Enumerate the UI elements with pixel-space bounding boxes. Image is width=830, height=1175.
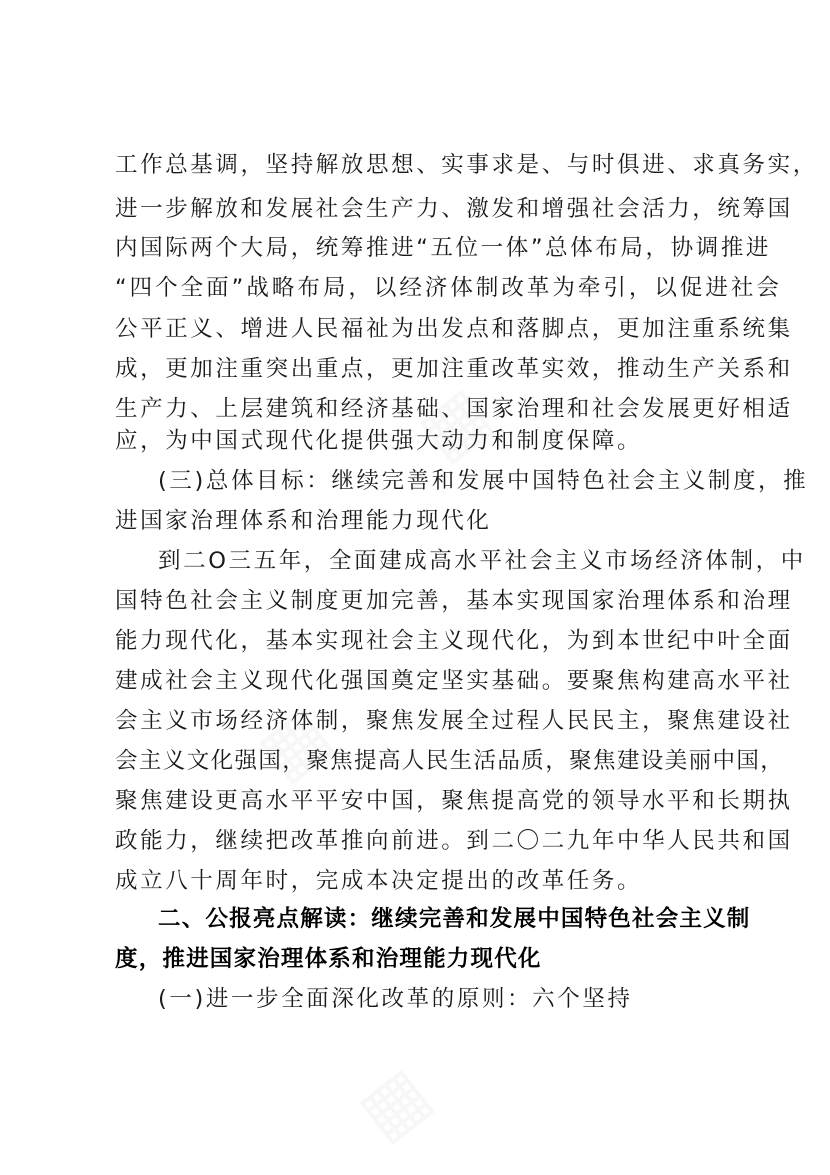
body-text-line: 政能力，继续把改革推向前进。到二〇二九年中华人民共和国 <box>115 828 793 854</box>
body-text-line: 生产力、上层建筑和经济基础、国家治理和社会发展更好相适 <box>115 396 793 422</box>
body-text-line: 应，为中国式现代化提供强大动力和制度保障。 <box>115 428 643 454</box>
body-text-line: 会主义市场经济体制，聚焦发展全过程人民民主，聚焦建设社 <box>115 708 793 734</box>
subheading-line: 进国家治理体系和治理能力现代化 <box>115 508 492 534</box>
body-text-line: “四个全面”战略布局，以经济体制改革为牵引，以促进社会 <box>115 275 782 301</box>
body-text-line: 到二O三五年，全面建成高水平社会主义市场经济体制，中 <box>158 548 806 574</box>
body-text-line: 能力现代化，基本实现社会主义现代化，为到本世纪中叶全面 <box>115 628 793 654</box>
body-text-line: 成，更加注重突出重点，更加注重改革实效，推动生产关系和 <box>115 356 793 382</box>
section-heading-line: 二、公报亮点解读：继续完善和发展中国特色社会主义制 <box>158 906 751 932</box>
watermark-mark: ▦ <box>242 686 350 796</box>
body-text-line: 建成社会主义现代化强国奠定坚实基础。要聚焦构建高水平社 <box>115 668 793 694</box>
subheading-line: (一)进一步全面深化改革的原则：六个坚持 <box>158 986 633 1012</box>
body-text-line: 进一步解放和发展社会生产力、激发和增强社会活力，统筹国 <box>115 196 793 222</box>
subheading-line: (三)总体目标：继续完善和发展中国特色社会主义制度，推 <box>158 468 809 494</box>
section-heading-line: 度，推进国家治理体系和治理能力现代化 <box>115 946 542 972</box>
body-text-line: 聚焦建设更高水平平安中国，聚焦提高党的领导水平和长期执 <box>115 788 793 814</box>
body-text-line: 会主义文化强国，聚焦提高人民生活品质，聚焦建设美丽中国， <box>115 748 785 774</box>
watermark-mark: ▦ <box>342 1046 450 1156</box>
body-text-line: 公平正义、增进人民福祉为出发点和落脚点，更加注重系统集 <box>115 316 793 342</box>
body-text-line: 工作总基调，坚持解放思想、实事求是、与时俱进、求真务实， <box>115 152 818 178</box>
body-text-line: 内国际两个大局，统筹推进“五位一体”总体布局，协调推进 <box>115 235 772 261</box>
watermark-mark: ▦ <box>402 366 510 476</box>
body-text-line: 成立八十周年时，完成本决定提出的改革任务。 <box>115 868 643 894</box>
body-text-line: 国特色社会主义制度更加完善，基本实现国家治理体系和治理 <box>115 588 793 614</box>
